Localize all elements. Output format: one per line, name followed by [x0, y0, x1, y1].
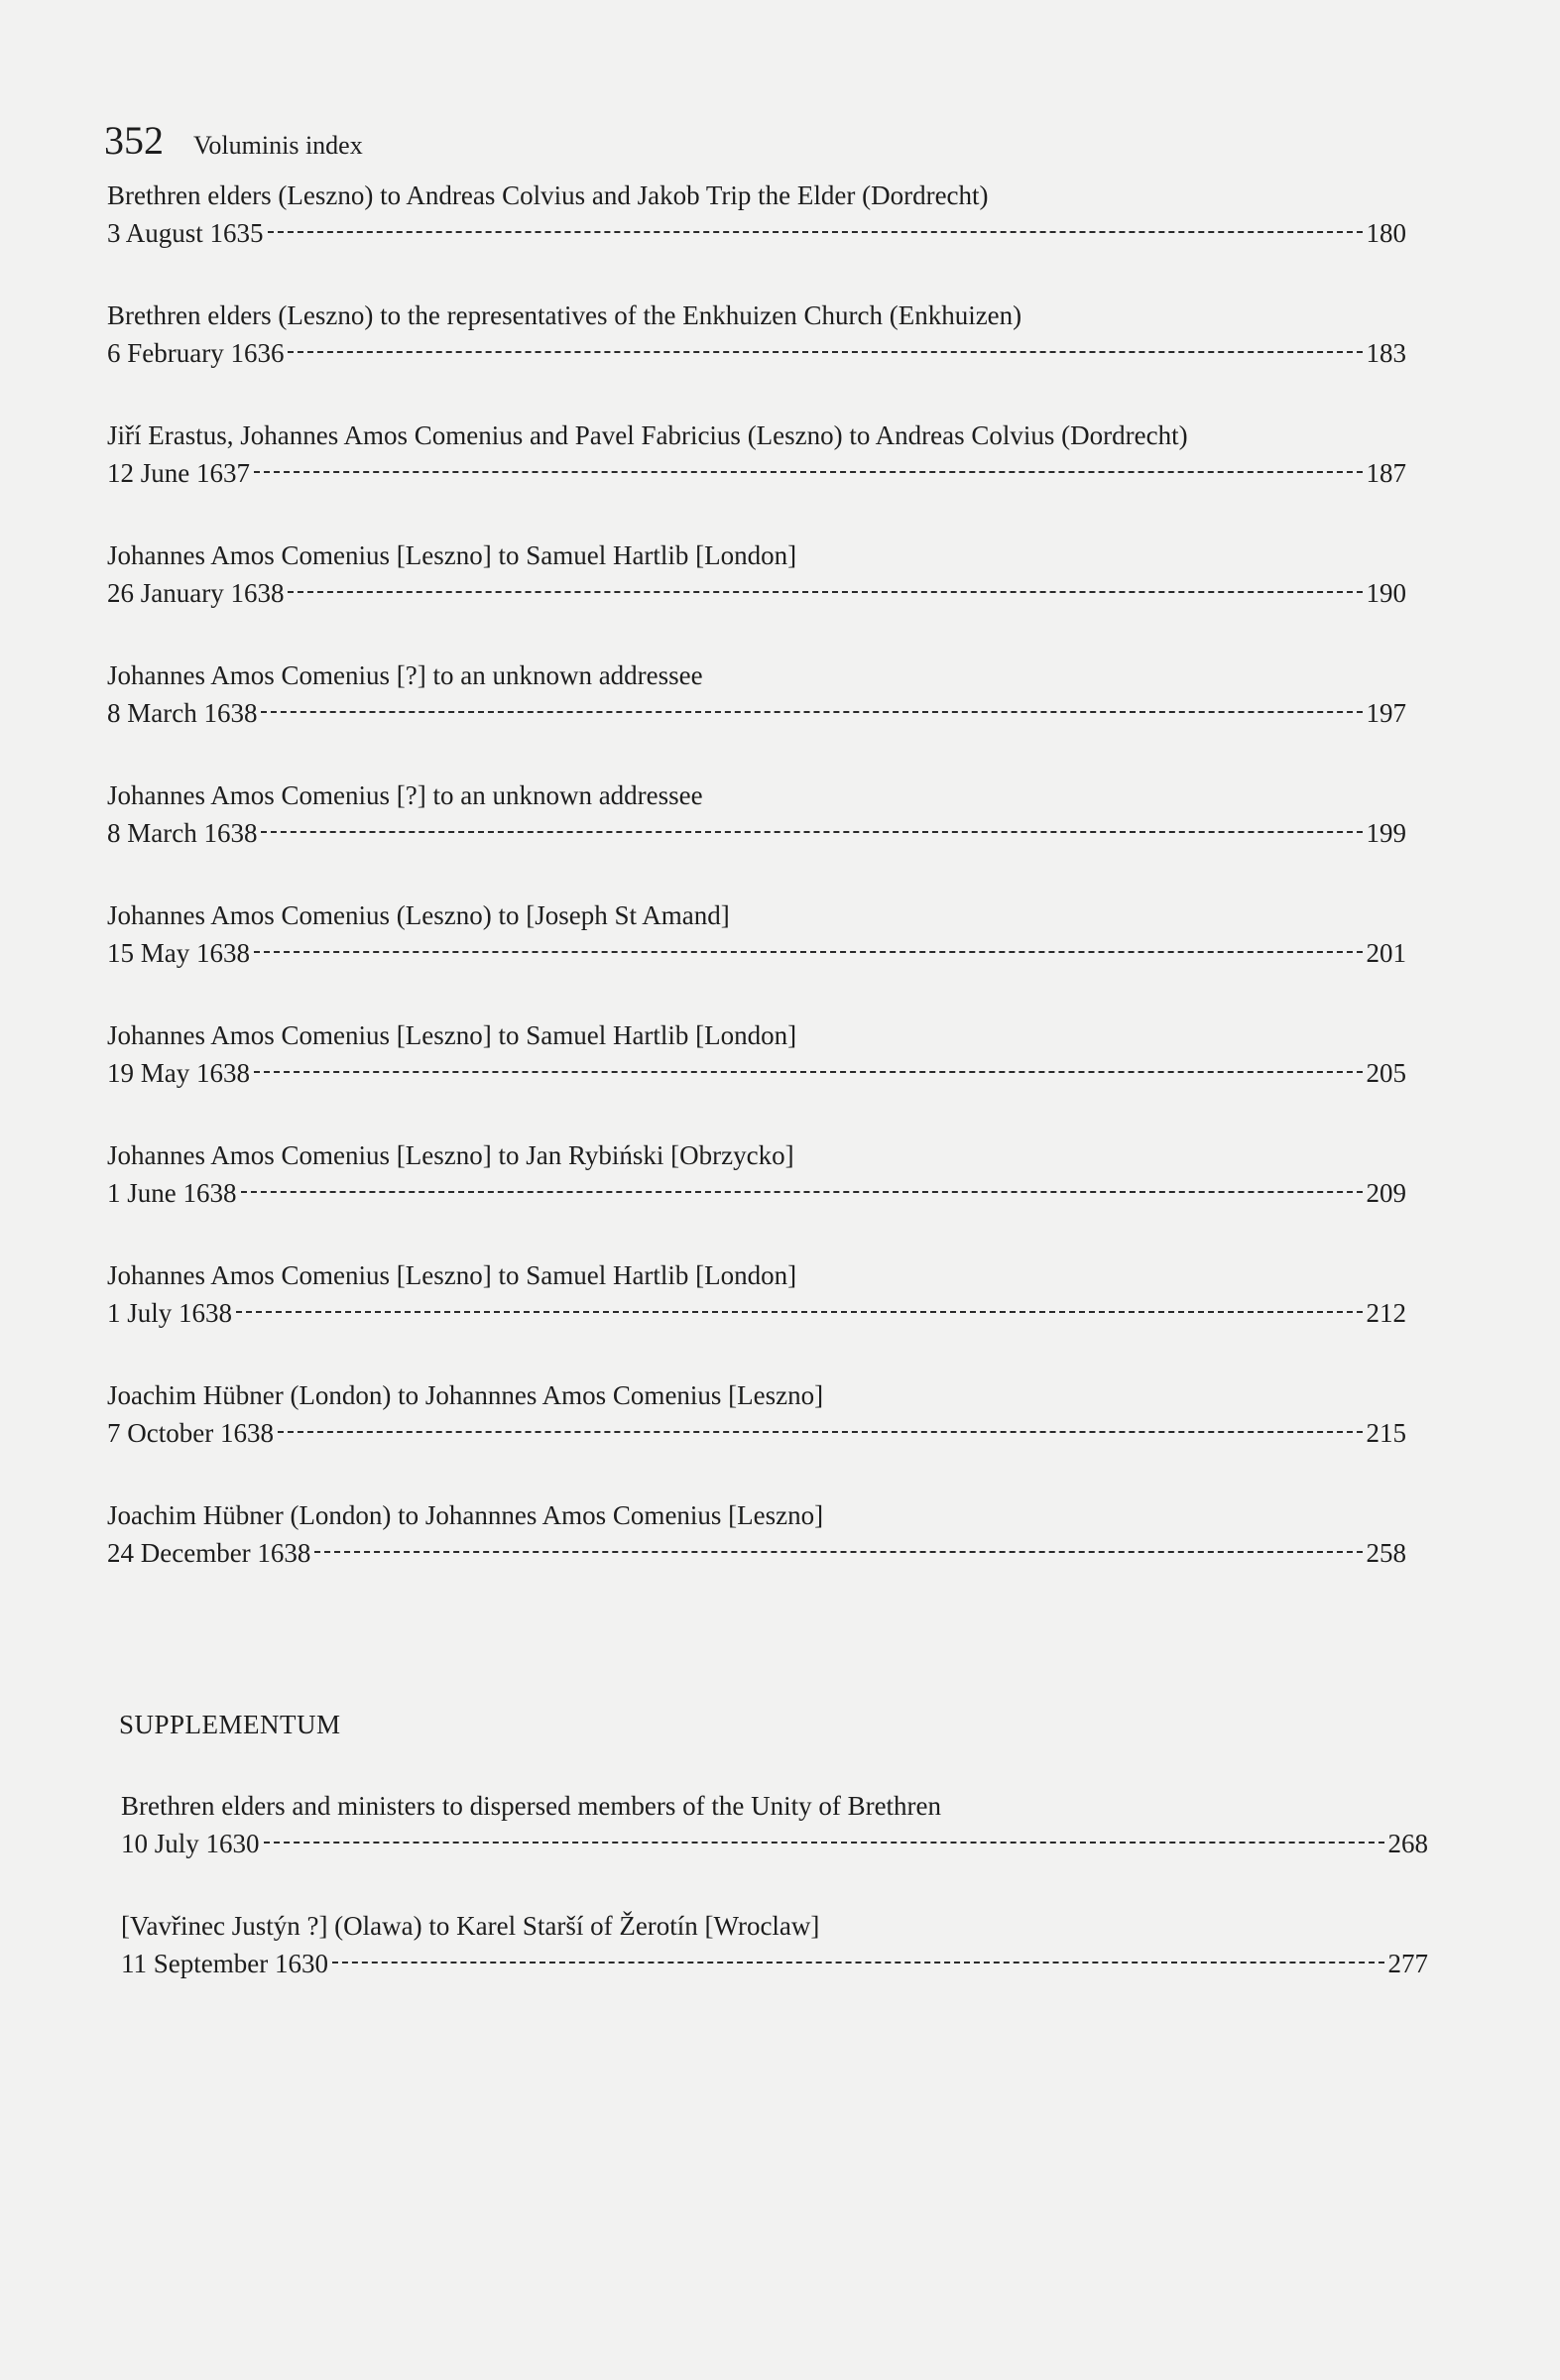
index-entry [107, 536, 1406, 656]
index-entry [121, 1907, 1428, 2027]
index-entries [107, 177, 1406, 1616]
entry-date: 8 March 1638 [107, 698, 258, 728]
running-title: Voluminis index [193, 131, 363, 160]
entry-page-number: 258 [1366, 1538, 1406, 1568]
entry-page-number: 180 [1366, 218, 1406, 248]
dashed-leader [332, 1960, 1384, 1964]
entry-title: Johannes Amos Comenius (Leszno) to [Joseph St Amand] [107, 900, 730, 930]
entry-line [107, 934, 1406, 972]
entry-line [107, 1534, 1406, 1572]
entry-page-number: 183 [1366, 338, 1406, 368]
index-entry [107, 1496, 1406, 1616]
entry-title: Brethren elders (Leszno) to Andreas Colvius and Jakob Trip the Elder (Dordrecht) [107, 180, 989, 210]
entry-line [107, 574, 1406, 612]
entry-title: Johannes Amos Comenius [Leszno] to Jan Rybiński [Obrzycko] [107, 1140, 794, 1170]
section-heading-supplementum: SUPPLEMENTUM [119, 1710, 341, 1739]
dashed-leader [236, 1309, 1362, 1313]
dashed-leader [264, 1840, 1384, 1844]
entry-title: Brethren elders and ministers to dispersed members of the Unity of Brethren [121, 1791, 942, 1821]
dashed-leader [261, 829, 1362, 833]
entry-title: Joachim Hübner (London) to Johannnes Amos Comenius [Leszno] [107, 1500, 824, 1530]
entry-date: 26 January 1638 [107, 578, 285, 608]
entry-page-number: 209 [1366, 1178, 1406, 1208]
index-entry [107, 416, 1406, 536]
entry-line [121, 1825, 1428, 1862]
entry-page-number: 268 [1387, 1829, 1428, 1858]
entry-title: Joachim Hübner (London) to Johannnes Amos Comenius [Leszno] [107, 1380, 824, 1410]
entry-title: [Vavřinec Justýn ?] (Olawa) to Karel Starší of Žerotín [Wroclaw] [121, 1911, 820, 1941]
entry-title: Johannes Amos Comenius [?] to an unknown addressee [107, 660, 703, 690]
index-entry [107, 776, 1406, 896]
entry-title: Johannes Amos Comenius [Leszno] to Samuel Hartlib [London] [107, 1020, 797, 1050]
index-entry [107, 297, 1406, 416]
dashed-leader [254, 469, 1363, 473]
entry-page-number: 205 [1366, 1058, 1406, 1088]
entry-page-number: 277 [1387, 1949, 1428, 1978]
dashed-leader [241, 1189, 1363, 1193]
entry-title: Johannes Amos Comenius [Leszno] to Samuel Hartlib [London] [107, 540, 797, 570]
dashed-leader [254, 1069, 1363, 1073]
entry-line [121, 1945, 1428, 1982]
entry-date: 7 October 1638 [107, 1418, 274, 1448]
index-entry [107, 656, 1406, 776]
page-header [104, 117, 363, 164]
dashed-leader [278, 1429, 1363, 1433]
dashed-leader [314, 1549, 1362, 1553]
dashed-leader [288, 349, 1362, 353]
entry-page-number: 215 [1366, 1418, 1406, 1448]
dashed-leader [268, 229, 1363, 233]
index-entry [121, 1787, 1428, 1907]
entry-date: 10 July 1630 [121, 1829, 260, 1858]
page-number: 352 [104, 118, 164, 163]
entry-title: Johannes Amos Comenius [?] to an unknown addressee [107, 780, 703, 810]
entry-date: 1 July 1638 [107, 1298, 233, 1328]
entry-line [107, 814, 1406, 852]
entry-line [107, 214, 1406, 252]
supplement-entries [121, 1787, 1428, 2027]
entry-page-number: 212 [1366, 1298, 1406, 1328]
entry-date: 8 March 1638 [107, 818, 258, 848]
entry-title: Jiří Erastus, Johannes Amos Comenius and Pavel Fabricius (Leszno) to Andreas Colvius (Dordrecht) [107, 420, 1188, 450]
entry-date: 12 June 1637 [107, 458, 250, 488]
entry-date: 3 August 1635 [107, 218, 264, 248]
dashed-leader [254, 949, 1363, 953]
entry-page-number: 190 [1366, 578, 1406, 608]
entry-date: 6 February 1636 [107, 338, 285, 368]
entry-date: 11 September 1630 [121, 1949, 328, 1978]
entry-date: 15 May 1638 [107, 938, 250, 968]
entry-line [107, 454, 1406, 492]
entry-line [107, 334, 1406, 372]
entry-page-number: 201 [1366, 938, 1406, 968]
entry-date: 24 December 1638 [107, 1538, 311, 1568]
index-entry [107, 1016, 1406, 1136]
index-entry [107, 1136, 1406, 1256]
entry-page-number: 187 [1366, 458, 1406, 488]
entry-title: Brethren elders (Leszno) to the representatives of the Enkhuizen Church (Enkhuizen) [107, 300, 1022, 330]
dashed-leader [288, 589, 1362, 593]
entry-date: 19 May 1638 [107, 1058, 250, 1088]
entry-line [107, 1414, 1406, 1452]
index-entry [107, 1256, 1406, 1376]
entry-page-number: 199 [1366, 818, 1406, 848]
entry-line [107, 1294, 1406, 1332]
index-entry [107, 896, 1406, 1016]
entry-line [107, 694, 1406, 732]
entry-date: 1 June 1638 [107, 1178, 237, 1208]
entry-page-number: 197 [1366, 698, 1406, 728]
index-entry [107, 177, 1406, 297]
entry-title: Johannes Amos Comenius [Leszno] to Samuel Hartlib [London] [107, 1260, 797, 1290]
dashed-leader [261, 709, 1362, 713]
entry-line [107, 1054, 1406, 1092]
index-entry [107, 1376, 1406, 1496]
entry-line [107, 1174, 1406, 1212]
